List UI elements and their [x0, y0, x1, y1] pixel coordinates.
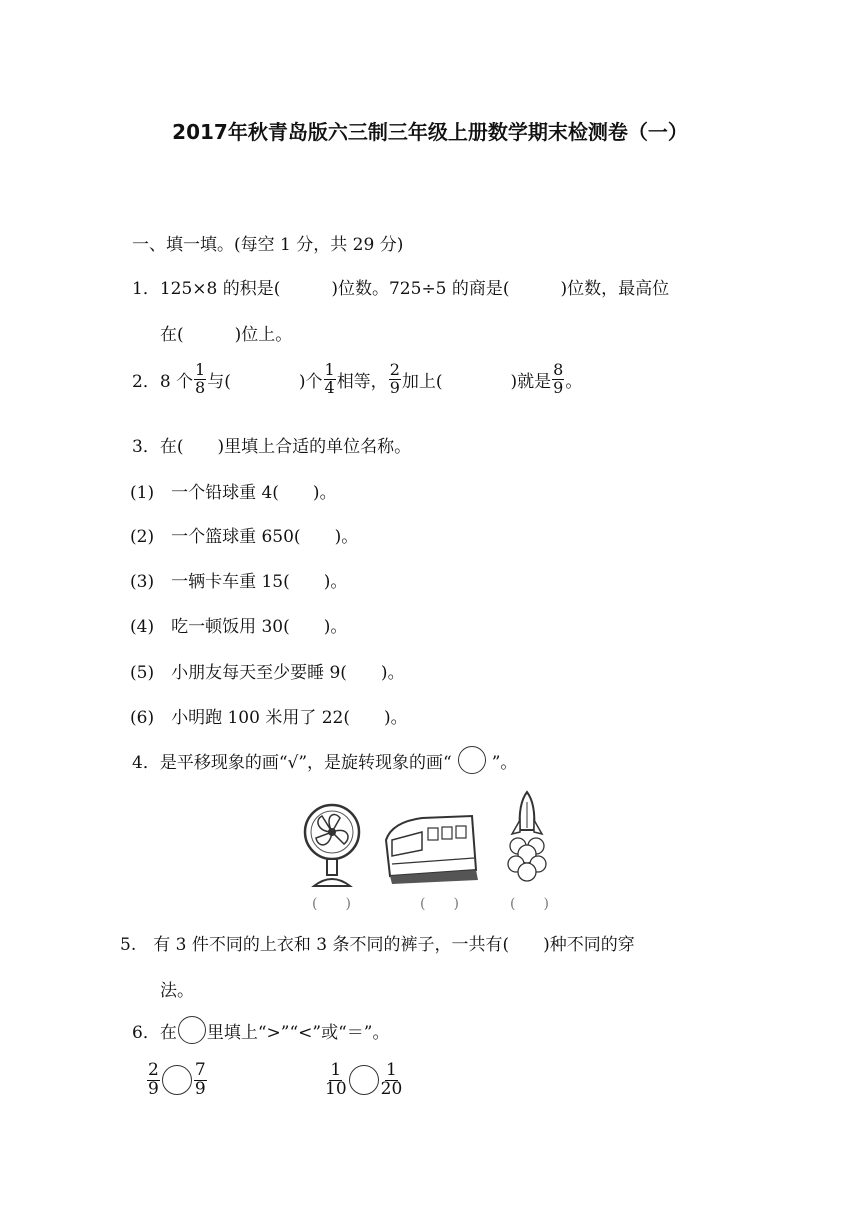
comparison-1 [146, 1062, 208, 1099]
train-icon [382, 810, 480, 884]
question-1-line-2: 在( )位上。 [160, 325, 293, 345]
frac-num: 7 [194, 1060, 206, 1080]
frac-den: 20 [380, 1078, 403, 1099]
fan-icon [300, 798, 364, 890]
question-6 [132, 1016, 389, 1044]
q3-item-5: (5) 小朋友每天至少要睡 9( )。 [130, 663, 405, 683]
fraction-right [381, 1062, 403, 1099]
q2-text-1: 2．8 个 [132, 371, 194, 392]
frac-den: 8 [195, 377, 206, 397]
frac-den: 9 [194, 1078, 206, 1099]
comparison-2 [324, 1062, 403, 1099]
frac-num: 8 [553, 360, 564, 379]
page-title: 2017年秋青岛版六三制三年级上册数学期末检测卷（一） [172, 120, 688, 144]
comparison-circle-input[interactable] [349, 1065, 379, 1095]
fraction-two-ninths [389, 362, 401, 397]
q2-text-2: 与( )个 [207, 371, 323, 392]
fraction-left [325, 1062, 347, 1099]
frac-den: 9 [553, 377, 564, 397]
q4-text-2: ”。 [491, 752, 518, 773]
q4-text-1: 4．是平移现象的画“√”，是旋转现象的画“ [132, 752, 452, 773]
circle-icon [178, 1016, 206, 1044]
frac-num: 2 [389, 360, 400, 379]
question-5-line-2: 法。 [160, 981, 194, 1001]
q2-text-4: 加上( )就是 [401, 371, 552, 392]
fraction-left [147, 1062, 160, 1099]
fraction-one-eighth [194, 362, 206, 397]
q6-text-2: 里填上“>”“<”或“＝”。 [206, 1022, 390, 1043]
answer-blank-fan[interactable]: ( ) [312, 896, 351, 912]
section-heading: 一、填一填。(每空 1 分，共 29 分) [132, 235, 404, 255]
answer-blank-rocket[interactable]: ( ) [510, 896, 549, 912]
question-3-stem: 3．在( )里填上合适的单位名称。 [132, 437, 412, 457]
q3-item-3: (3) 一辆卡车重 15( )。 [130, 572, 348, 592]
frac-num: 1 [324, 360, 335, 379]
q3-item-2: (2) 一个篮球重 650( )。 [130, 527, 359, 547]
frac-num: 2 [148, 1060, 159, 1080]
q3-item-6: (6) 小明跑 100 米用了 22( )。 [130, 708, 408, 728]
fraction-eight-ninths [552, 362, 564, 397]
frac-den: 10 [325, 1078, 347, 1099]
frac-den: 9 [148, 1078, 159, 1099]
frac-num: 1 [330, 1060, 342, 1080]
q2-text-3: 相等， [336, 371, 388, 392]
fraction-one-quarter [324, 362, 336, 397]
frac-den: 4 [324, 377, 335, 397]
rocket-icon [504, 790, 550, 890]
frac-num: 1 [195, 360, 206, 379]
frac-num: 1 [386, 1060, 397, 1080]
question-2 [132, 362, 582, 397]
question-1-line-1: 1．125×8 的积是( )位数。725÷5 的商是( )位数，最高位 [132, 279, 670, 299]
comparison-circle-input[interactable] [162, 1065, 192, 1095]
q2-text-5: 。 [565, 371, 583, 392]
q3-item-1: (1) 一个铅球重 4( )。 [130, 483, 337, 503]
question-5-line-1: 5. 有 3 件不同的上衣和 3 条不同的裤子，一共有( )种不同的穿 [120, 935, 635, 955]
q3-item-4: (4) 吃一顿饭用 30( )。 [130, 617, 348, 637]
question-4 [132, 746, 517, 774]
q6-text-1: 6．在 [132, 1022, 177, 1043]
frac-den: 9 [389, 377, 400, 397]
circle-icon [458, 746, 486, 774]
fraction-right [194, 1062, 207, 1099]
answer-blank-train[interactable]: ( ) [420, 896, 459, 912]
